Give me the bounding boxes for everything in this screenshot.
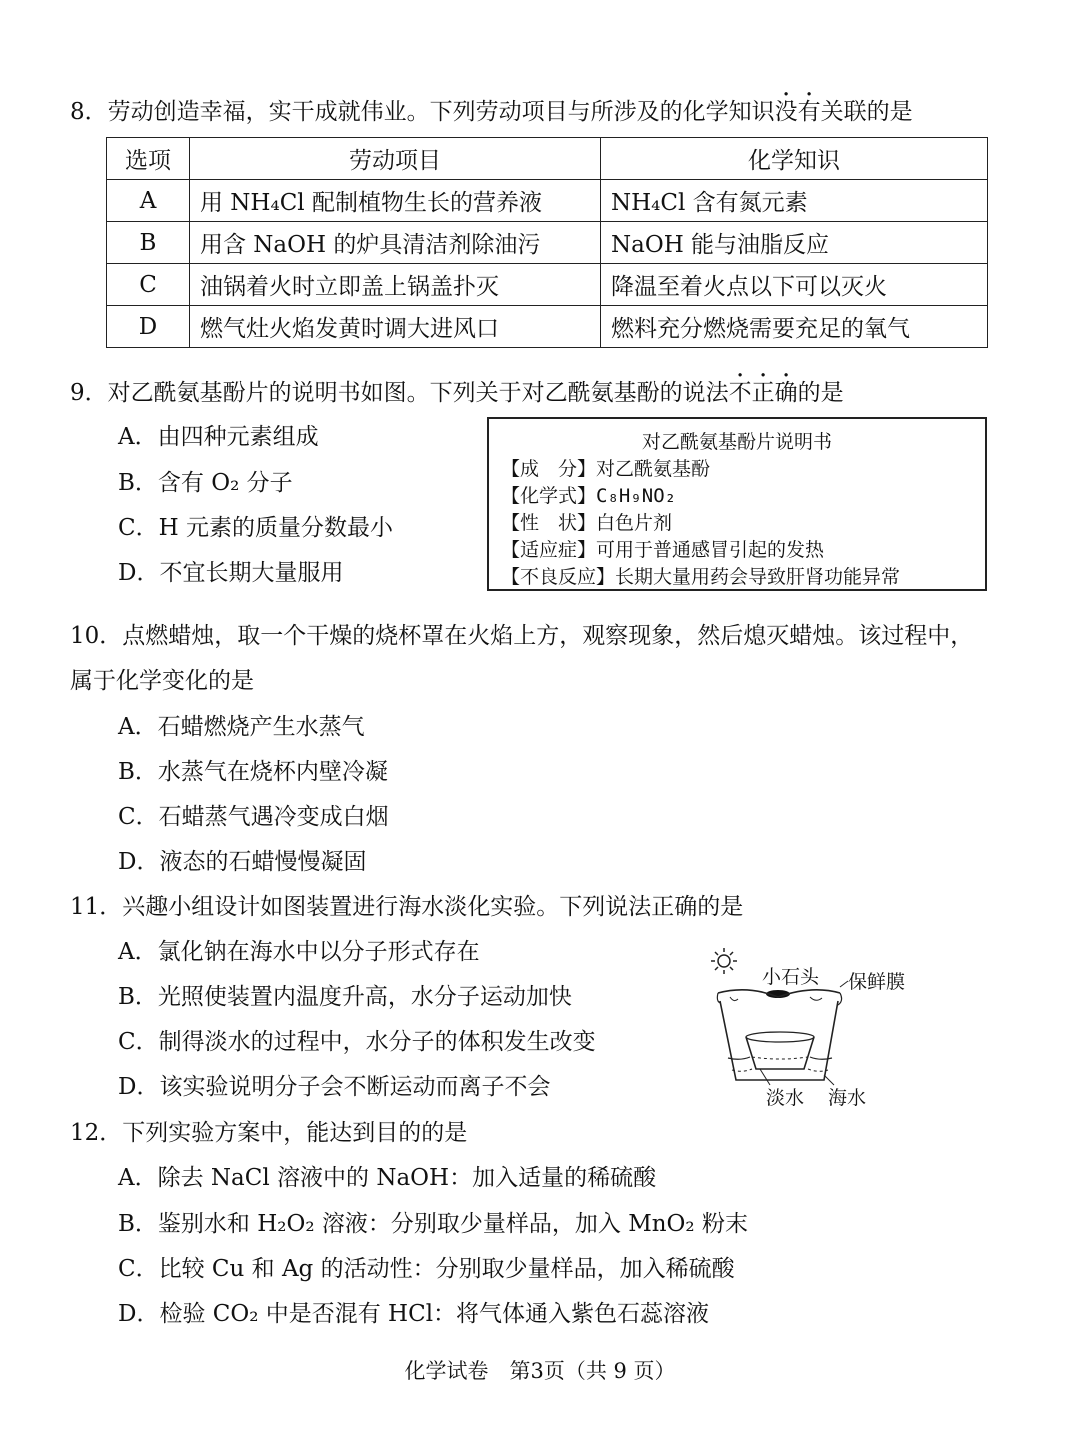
table-cell: 燃料充分燃烧需要充足的氧气 [601,306,988,348]
table-cell: 用含 NaOH 的炉具清洁剂除油污 [190,222,601,264]
q12-option-b: B．鉴别水和 H₂O₂ 溶液：分别取少量样品，加入 MnO₂ 粉末 [118,1211,748,1237]
q9-option-a: A．由四种元素组成 [118,424,319,450]
sea-water [728,1057,832,1059]
table-cell: 油锅着火时立即盖上锅盖扑灭 [190,264,601,306]
drug-label-row: 【性 状】白色片剂 [501,512,673,534]
q8-table [106,137,988,348]
fresh-water-label: 淡水 [766,1087,805,1109]
table-cell: A [107,180,190,222]
q9-emph-3: 确 [774,380,798,406]
drug-label-title: 对乙酰氨基酚片说明书 [641,431,832,453]
table-header-cell: 劳动项目 [190,138,601,180]
q8-emph-2: 有 [797,99,821,125]
q12-option-c: C．比较 Cu 和 Ag 的活动性：分别取少量样品，加入稀硫酸 [118,1256,735,1282]
desalination-figure [700,945,930,1110]
q10-stem-line2: 属于化学变化的是 [70,668,254,694]
q12-option-a: A．除去 NaCl 溶液中的 NaOH：加入适量的稀硫酸 [118,1165,657,1191]
table-cell: 燃气灶火焰发黄时调大进风口 [190,306,601,348]
drug-label-box [487,417,987,591]
fresh-water [752,1057,808,1059]
drug-label-row: 【适应症】可用于普通感冒引起的发热 [501,539,825,561]
q9-stem [70,377,844,409]
q9-option-c: C．H 元素的质量分数最小 [118,515,393,541]
q12-option-d: D．检验 CO₂ 中是否混有 HCl：将气体通入紫色石蕊溶液 [118,1301,710,1327]
q11-option-c: C．制得淡水的过程中，水分子的体积发生改变 [118,1029,596,1055]
q8-emph-1: 没 [774,99,798,125]
table-cell: 用 NH₄Cl 配制植物生长的营养液 [190,180,601,222]
page-footer: 化学试卷 第3页（共 9 页） [404,1359,676,1383]
table-row [107,222,988,264]
stone-label: 小石头 [762,966,820,988]
q12-stem: 12．下列实验方案中，能达到目的的是 [70,1120,468,1146]
q8-stem [70,96,913,128]
q11-option-a: A．氯化钠在海水中以分子形式存在 [118,939,480,965]
sea-water-label: 海水 [828,1087,867,1109]
q10-option-d: D．液态的石蜡慢慢凝固 [118,849,367,875]
q9-emph-1: 不 [728,380,752,406]
q8-stem-pre: 8．劳动创造幸福，实干成就伟业。下列劳动项目与所涉及的化学知识 [70,99,775,125]
table-row [107,306,988,348]
table-cell: NH₄Cl 含有氮元素 [601,180,988,222]
container-outline [720,1001,838,1080]
drug-label-row: 【成 分】对乙酰氨基酚 [501,458,711,480]
table-header-cell: 选项 [107,138,190,180]
q11-option-b: B．光照使装置内温度升高，水分子运动加快 [118,984,572,1010]
table-cell: C [107,264,190,306]
q10-option-c: C．石蜡蒸气遇冷变成白烟 [118,804,389,830]
table-cell: NaOH 能与油脂反应 [601,222,988,264]
sun-icon [711,948,737,974]
table-row [107,180,988,222]
q9-stem-post: 的是 [797,380,844,406]
q9-option-d: D．不宜长期大量服用 [118,560,344,586]
table-row [107,264,988,306]
q8-stem-post: 关联的是 [820,99,913,125]
film-label: 保鲜膜 [848,971,906,993]
q9-stem-pre: 9．对乙酰氨基酚片的说明书如图。下列关于对乙酰氨基酚的说法 [70,380,729,406]
table-header-cell: 化学知识 [601,138,988,180]
q11-stem: 11．兴趣小组设计如图装置进行海水淡化实验。下列说法正确的是 [70,894,744,920]
table-cell: 降温至着火点以下可以灭火 [601,264,988,306]
q9-emph-2: 正 [751,380,775,406]
q10-option-b: B．水蒸气在烧杯内壁冷凝 [118,759,388,785]
drug-label-row: 【化学式】C₈H₉NO₂ [501,485,677,507]
q10-option-a: A．石蜡燃烧产生水蒸气 [118,714,365,740]
table-cell: B [107,222,190,264]
table-header-row [107,138,988,180]
drug-label-row: 【不良反应】长期大量用药会导致肝肾功能异常 [501,566,901,588]
q11-option-d: D．该实验说明分子会不断运动而离子不会 [118,1074,551,1100]
q10-stem-line1: 10．点燃蜡烛，取一个干燥的烧杯罩在火焰上方，观察现象，然后熄灭蜡烛。该过程中， [70,623,974,649]
table-cell: D [107,306,190,348]
q9-option-b: B．含有 O₂ 分子 [118,470,293,496]
